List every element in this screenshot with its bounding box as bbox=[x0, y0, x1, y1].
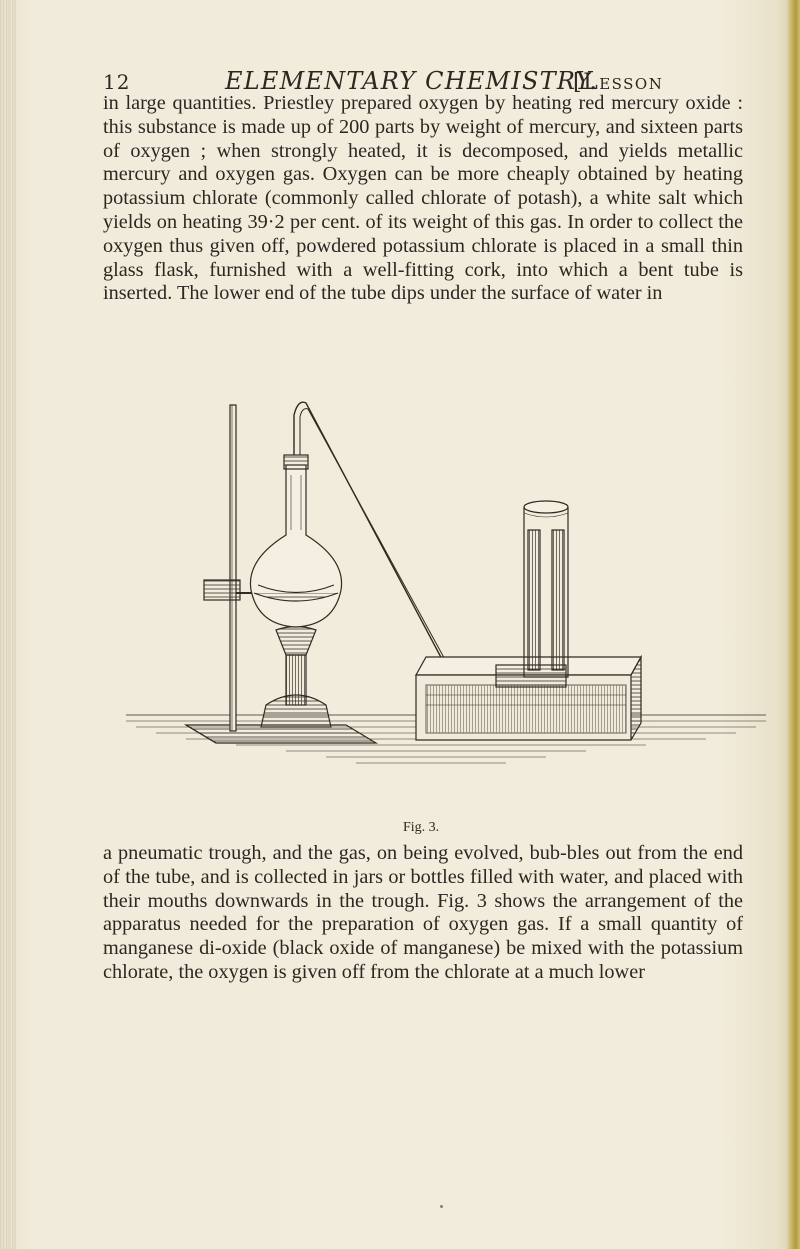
paragraph-top: in large quantities. Priestley prepared oxygen by heating red mercury oxide : this substance is made up of 200 parts by weight of mercury, and sixteen parts of oxygen ; when strongly heated, it is decomposed, and yields metallic mercury and oxygen gas. Oxygen can be more cheaply obtained by heating potassium chlorate (commonly called chlorate of potash), a white salt which yields on heating 39·2 per cent. of its weight of this gas. In order to collect the oxygen thus given off, powdered potassium chlorate is placed in a small thin glass flask, furnished with a well-fitting cork, into which a bent tube is inserted. The lower end of the tube dips under the surface of water in bbox=[103, 92, 743, 305]
flask bbox=[250, 455, 341, 627]
collection-jar bbox=[524, 501, 568, 677]
running-lesson: [Lesson bbox=[573, 70, 664, 95]
paper-speck bbox=[440, 1205, 443, 1208]
paragraph-bottom: a pneumatic trough, and the gas, on being evolved, bub-bles out from the end of the tube, and is collected in jars or bottles filled with water, and placed with their mouths downwards in the trough. Fig. 3 shows the arrangement of the apparatus needed for the preparation of oxygen gas. If a small quantity of manganese di-oxide (black oxide of manganese) be mixed with the potassium chlorate, the oxygen is given off from the chlorate at a much lower bbox=[103, 842, 743, 983]
page-number: 12 bbox=[103, 70, 131, 94]
binding-shadow bbox=[0, 0, 16, 1249]
figure-apparatus bbox=[126, 395, 766, 815]
apparatus-illustration bbox=[126, 395, 766, 815]
stand-rod bbox=[230, 405, 236, 731]
running-title: ELEMENTARY CHEMISTRY. bbox=[225, 67, 599, 95]
stand-base bbox=[186, 725, 376, 743]
page-edge bbox=[786, 0, 800, 1249]
lamp bbox=[261, 627, 331, 728]
figure-caption: Fig. 3. bbox=[403, 820, 440, 835]
